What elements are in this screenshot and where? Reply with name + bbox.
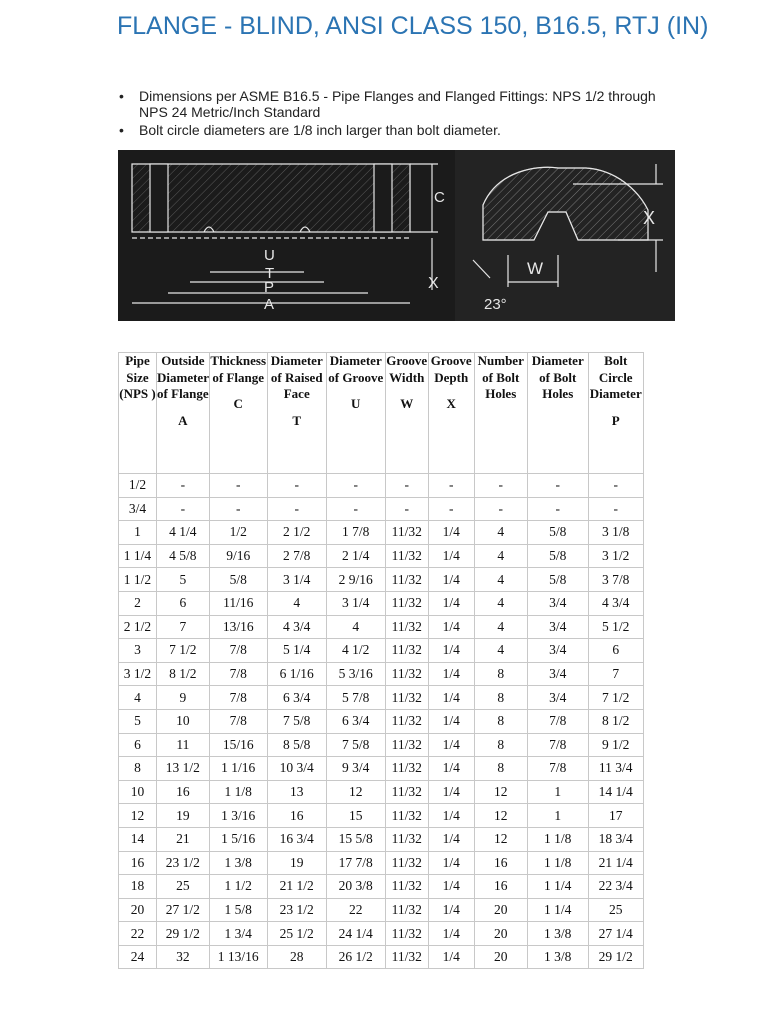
table-cell: 4 5/8 [157, 544, 210, 568]
header-letter: U [351, 396, 361, 411]
table-row [119, 922, 644, 946]
table-cell: 7/8 [527, 709, 588, 733]
table-cell: 1/4 [428, 686, 474, 710]
header-label: Diameter of Raised Face [270, 353, 323, 401]
table-cell: 5/8 [527, 544, 588, 568]
table-row [119, 662, 644, 686]
table-cell: 15 5/8 [326, 827, 385, 851]
header-bolt-hole-count [474, 353, 527, 474]
table-row [119, 568, 644, 592]
table-cell: 18 [119, 875, 157, 899]
table-cell: 12 [119, 804, 157, 828]
table-cell: 3 [119, 639, 157, 663]
table-row [119, 780, 644, 804]
table-cell: 1 [527, 780, 588, 804]
header-outside-diameter [157, 353, 210, 474]
table-cell: 5/8 [527, 521, 588, 545]
table-row [119, 875, 644, 899]
table-cell: 1/4 [428, 804, 474, 828]
table-cell: 11/32 [385, 662, 428, 686]
table-cell: 1 3/4 [209, 922, 267, 946]
table-cell: 24 [119, 945, 157, 969]
table-row [119, 615, 644, 639]
table-cell: 11/32 [385, 591, 428, 615]
table-cell: 11/32 [385, 709, 428, 733]
table-cell: 4 [119, 686, 157, 710]
table-cell: 1 5/16 [209, 827, 267, 851]
table-cell: 7/8 [209, 639, 267, 663]
header-label: Pipe Size (NPS ) [119, 353, 156, 401]
table-cell: 5/8 [527, 568, 588, 592]
table-cell: 11/32 [385, 851, 428, 875]
table-cell: 11/32 [385, 827, 428, 851]
table-cell: 1/4 [428, 757, 474, 781]
table-cell: 1/4 [428, 662, 474, 686]
table-cell: 4 1/4 [157, 521, 210, 545]
table-cell: 12 [474, 780, 527, 804]
table-cell: 17 7/8 [326, 851, 385, 875]
table-cell: 1/4 [428, 521, 474, 545]
table-cell: 1/4 [428, 945, 474, 969]
table-cell: 27 1/2 [157, 898, 210, 922]
table-cell: 1/2 [209, 521, 267, 545]
flange-diagram [118, 150, 675, 321]
table-cell: - [385, 497, 428, 521]
table-cell: 4 1/2 [326, 639, 385, 663]
table-cell: 12 [474, 827, 527, 851]
table-cell: 7/8 [209, 709, 267, 733]
table-cell: - [267, 474, 326, 498]
table-cell: 20 [474, 922, 527, 946]
table-cell: 23 1/2 [157, 851, 210, 875]
label-x-left: X [428, 275, 439, 292]
header-label: Number of Bolt Holes [477, 353, 524, 401]
table-cell: 21 1/2 [267, 875, 326, 899]
table-cell: 1/4 [428, 780, 474, 804]
table-cell: - [267, 497, 326, 521]
table-cell: 7 1/2 [157, 639, 210, 663]
table-cell: 1/4 [428, 544, 474, 568]
table-cell: 1/4 [428, 733, 474, 757]
table-cell: 4 [474, 568, 527, 592]
header-label: Diameter of Groove [328, 353, 384, 385]
table-cell: 8 [474, 709, 527, 733]
table-cell: 3 1/2 [588, 544, 643, 568]
table-cell: 20 [474, 898, 527, 922]
table-cell: 32 [157, 945, 210, 969]
table-cell: - [474, 474, 527, 498]
header-letter: A [178, 412, 188, 428]
table-row [119, 804, 644, 828]
table-cell: 1/4 [428, 709, 474, 733]
table-cell: 9 [157, 686, 210, 710]
table-cell: 2 [119, 591, 157, 615]
table-cell: 11/32 [385, 733, 428, 757]
table-cell: 24 1/4 [326, 922, 385, 946]
table-cell: - [588, 474, 643, 498]
table-cell: 19 [267, 851, 326, 875]
table-cell: 8 5/8 [267, 733, 326, 757]
header-label: Thickness of Flange [210, 353, 267, 385]
table-cell: 8 [474, 686, 527, 710]
table-cell: 6 [119, 733, 157, 757]
page-title: FLANGE - BLIND, ANSI CLASS 150, B16.5, RTJ (IN) [117, 12, 709, 40]
table-cell: 10 [119, 780, 157, 804]
table-cell: 1/4 [428, 591, 474, 615]
table-cell: 25 [157, 875, 210, 899]
header-pipe-size [119, 353, 157, 474]
table-cell: 2 1/2 [119, 615, 157, 639]
table-cell: 1 1/8 [527, 827, 588, 851]
table-cell: 16 [474, 851, 527, 875]
table-cell: 16 3/4 [267, 827, 326, 851]
table-cell: 7 5/8 [326, 733, 385, 757]
table-cell: - [527, 474, 588, 498]
table-cell: 16 [119, 851, 157, 875]
header-label: Groove Width [386, 353, 428, 385]
label-t: T [265, 265, 275, 282]
table-cell: 3/4 [119, 497, 157, 521]
dimensions-table [118, 352, 644, 969]
table-cell: 7/8 [527, 757, 588, 781]
table-cell: 27 1/4 [588, 922, 643, 946]
table-cell: 11/32 [385, 757, 428, 781]
table-cell: 6 [588, 639, 643, 663]
header-label: Bolt Circle Diameter [589, 353, 642, 401]
table-cell: 4 3/4 [588, 591, 643, 615]
table-row [119, 898, 644, 922]
table-cell: 4 3/4 [267, 615, 326, 639]
table-cell: 15/16 [209, 733, 267, 757]
table-cell: 8 1/2 [157, 662, 210, 686]
table-cell: - [428, 497, 474, 521]
table-cell: 1 1/4 [527, 875, 588, 899]
header-groove-depth [428, 353, 474, 474]
table-cell: 1 7/8 [326, 521, 385, 545]
table-cell: - [385, 474, 428, 498]
table-cell: 4 [474, 591, 527, 615]
table-row [119, 591, 644, 615]
header-label: Outside Diameter of Flange [157, 353, 209, 401]
table-row [119, 497, 644, 521]
table-cell: 1 1/2 [209, 875, 267, 899]
table-cell: 1 1/4 [527, 898, 588, 922]
table-cell: 18 3/4 [588, 827, 643, 851]
table-cell: 5 1/4 [267, 639, 326, 663]
table-cell: 23 1/2 [267, 898, 326, 922]
table-cell: 1 1/8 [527, 851, 588, 875]
table-cell: 7 [588, 662, 643, 686]
table-cell: 4 [474, 544, 527, 568]
table-cell: 1 3/8 [527, 945, 588, 969]
header-label: Diameter of Bolt Holes [531, 353, 584, 401]
table-cell: - [209, 474, 267, 498]
table-cell: 20 [119, 898, 157, 922]
table-row [119, 709, 644, 733]
table-cell: - [428, 474, 474, 498]
table-cell: 3/4 [527, 639, 588, 663]
table-cell: 5 1/2 [588, 615, 643, 639]
table-cell: 12 [474, 804, 527, 828]
table-cell: 9 1/2 [588, 733, 643, 757]
table-cell: 11/32 [385, 686, 428, 710]
table-row [119, 757, 644, 781]
header-letter: C [233, 396, 243, 411]
table-row [119, 827, 644, 851]
table-cell: 10 [157, 709, 210, 733]
table-cell: 25 1/2 [267, 922, 326, 946]
header-bolt-circle-diameter [588, 353, 643, 474]
table-cell: 12 [326, 780, 385, 804]
label-p: P [264, 279, 275, 296]
table-cell: 21 1/4 [588, 851, 643, 875]
table-cell: 4 [326, 615, 385, 639]
table-cell: 7/8 [209, 662, 267, 686]
table-cell: 1 3/8 [527, 922, 588, 946]
table-cell: - [157, 474, 210, 498]
table-cell: 8 [474, 662, 527, 686]
table-cell: 8 [119, 757, 157, 781]
header-bolt-hole-diameter [527, 353, 588, 474]
table-cell: 11/32 [385, 615, 428, 639]
table-cell: 1/4 [428, 851, 474, 875]
table-cell: 1 [119, 521, 157, 545]
table-cell: 1/2 [119, 474, 157, 498]
table-cell: 9 3/4 [326, 757, 385, 781]
table-cell: 11/32 [385, 898, 428, 922]
table-cell: 4 [474, 639, 527, 663]
table-cell: 2 7/8 [267, 544, 326, 568]
table-cell: 1 5/8 [209, 898, 267, 922]
table-cell: 6 [157, 591, 210, 615]
table-cell: 17 [588, 804, 643, 828]
table-cell: 4 [474, 615, 527, 639]
label-w: W [527, 259, 544, 278]
table-cell: 8 [474, 733, 527, 757]
table-cell: 1/4 [428, 568, 474, 592]
table-cell: 11/32 [385, 875, 428, 899]
table-cell: 13 1/2 [157, 757, 210, 781]
table-cell: 1/4 [428, 922, 474, 946]
table-cell: 1/4 [428, 615, 474, 639]
table-cell: 6 1/16 [267, 662, 326, 686]
flange-diagram-svg [118, 150, 675, 321]
table-cell: 1 3/16 [209, 804, 267, 828]
table-cell: 3/4 [527, 615, 588, 639]
table-row [119, 851, 644, 875]
table-row [119, 474, 644, 498]
table-body [119, 474, 644, 969]
header-groove-width [385, 353, 428, 474]
table-cell: 9/16 [209, 544, 267, 568]
table-cell: 1 3/8 [209, 851, 267, 875]
table-cell: 7 [157, 615, 210, 639]
table-cell: 4 [267, 591, 326, 615]
table-cell: 7 5/8 [267, 709, 326, 733]
table-row [119, 686, 644, 710]
table-cell: 6 3/4 [326, 709, 385, 733]
table-cell: 5 7/8 [326, 686, 385, 710]
table-cell: 19 [157, 804, 210, 828]
header-label: Groove Depth [430, 353, 472, 385]
table-cell: 11 [157, 733, 210, 757]
table-cell: 22 3/4 [588, 875, 643, 899]
table-cell: 14 1/4 [588, 780, 643, 804]
table-cell: - [474, 497, 527, 521]
label-u: U [264, 247, 275, 264]
table-row [119, 945, 644, 969]
header-raised-face-diameter [267, 353, 326, 474]
label-a: A [264, 296, 275, 313]
table-cell: 13 [267, 780, 326, 804]
label-angle: 23° [484, 296, 507, 313]
label-x-right: X [643, 208, 656, 228]
table-cell: 11/32 [385, 804, 428, 828]
table-cell: 11/16 [209, 591, 267, 615]
table-cell: - [326, 497, 385, 521]
table-cell: 5 [119, 709, 157, 733]
table-cell: 1 [527, 804, 588, 828]
table-cell: 8 1/2 [588, 709, 643, 733]
table-cell: 6 3/4 [267, 686, 326, 710]
table-cell: 29 1/2 [588, 945, 643, 969]
table-cell: 11/32 [385, 568, 428, 592]
header-groove-diameter [326, 353, 385, 474]
table-cell: 11/32 [385, 780, 428, 804]
table-cell: 1/4 [428, 898, 474, 922]
table-cell: 1/4 [428, 827, 474, 851]
table-cell: 16 [267, 804, 326, 828]
header-flange-thickness [209, 353, 267, 474]
header-letter: T [292, 412, 302, 428]
table-cell: 3 1/8 [588, 521, 643, 545]
table-cell: 3/4 [527, 686, 588, 710]
table-header-row [119, 353, 644, 474]
table-cell: 7/8 [527, 733, 588, 757]
table-cell: 28 [267, 945, 326, 969]
table-cell: - [157, 497, 210, 521]
table-cell: - [326, 474, 385, 498]
table-row [119, 639, 644, 663]
label-c: C [434, 189, 445, 206]
header-letter: X [446, 396, 456, 411]
header-letter: P [611, 412, 620, 428]
table-cell: 22 [326, 898, 385, 922]
table-cell: 11/32 [385, 544, 428, 568]
groove-detail [473, 164, 663, 287]
table-cell: 1 1/8 [209, 780, 267, 804]
table-cell: 2 1/4 [326, 544, 385, 568]
table-cell: 2 9/16 [326, 568, 385, 592]
table-cell: 29 1/2 [157, 922, 210, 946]
table-cell: 1 1/2 [119, 568, 157, 592]
table-cell: 1 1/16 [209, 757, 267, 781]
table-cell: 10 3/4 [267, 757, 326, 781]
table-cell: 20 [474, 945, 527, 969]
table-cell: 1/4 [428, 639, 474, 663]
table-cell: 11 3/4 [588, 757, 643, 781]
table-cell: - [209, 497, 267, 521]
table-cell: - [588, 497, 643, 521]
table-cell: 3 7/8 [588, 568, 643, 592]
table-cell: 7/8 [209, 686, 267, 710]
table-cell: 16 [157, 780, 210, 804]
table-cell: 1/4 [428, 875, 474, 899]
table-row [119, 544, 644, 568]
flange-section [132, 164, 438, 303]
table-cell: 3 1/4 [267, 568, 326, 592]
table-cell: 7 1/2 [588, 686, 643, 710]
table-cell: 3 1/2 [119, 662, 157, 686]
table-cell: 26 1/2 [326, 945, 385, 969]
table-cell: 5/8 [209, 568, 267, 592]
table-cell: 14 [119, 827, 157, 851]
table-cell: 1 13/16 [209, 945, 267, 969]
table-cell: 22 [119, 922, 157, 946]
table-cell: - [527, 497, 588, 521]
table-row [119, 521, 644, 545]
table-cell: 11/32 [385, 945, 428, 969]
table-cell: 16 [474, 875, 527, 899]
table-cell: 2 1/2 [267, 521, 326, 545]
table-cell: 5 3/16 [326, 662, 385, 686]
table-cell: 20 3/8 [326, 875, 385, 899]
table-cell: 11/32 [385, 639, 428, 663]
table-cell: 1 1/4 [119, 544, 157, 568]
table-row [119, 733, 644, 757]
table-cell: 15 [326, 804, 385, 828]
table-cell: 8 [474, 757, 527, 781]
table-cell: 5 [157, 568, 210, 592]
header-letter: W [400, 396, 414, 411]
table-cell: 3 1/4 [326, 591, 385, 615]
table-cell: 3/4 [527, 662, 588, 686]
note-item: • Bolt circle diameters are 1/8 inch larger than bolt diameter. [117, 122, 677, 138]
table-cell: 25 [588, 898, 643, 922]
table-cell: 3/4 [527, 591, 588, 615]
table-cell: 21 [157, 827, 210, 851]
notes-list [117, 88, 677, 140]
note-item: • Dimensions per ASME B16.5 - Pipe Flanges and Flanged Fittings: NPS 1/2 through NPS 24 Metric/Inch Standard [117, 88, 677, 120]
table-cell: 11/32 [385, 521, 428, 545]
table-cell: 11/32 [385, 922, 428, 946]
table-cell: 4 [474, 521, 527, 545]
table-cell: 13/16 [209, 615, 267, 639]
